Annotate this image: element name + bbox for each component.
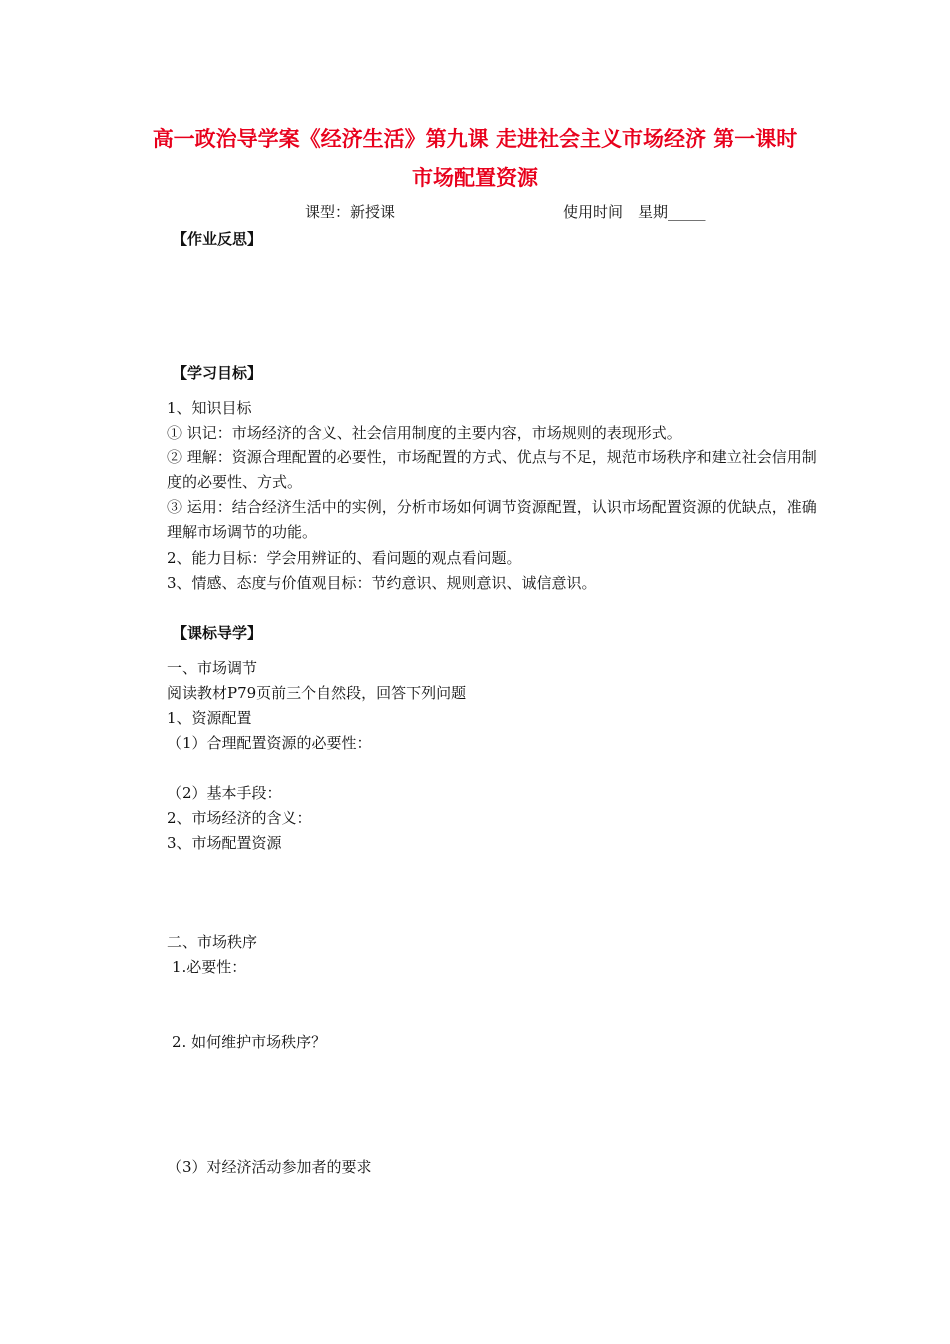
item2: 2、市场经济的含义： [167, 809, 312, 827]
item1: 1、资源配置 [167, 709, 252, 727]
document-title: 高一政治导学案《经济生活》第九课 走进社会主义市场经济 第一课时 市场配置资源 [152, 127, 798, 190]
course-type: 课型：新授课 [305, 203, 396, 221]
part2-item3: （3）对经济活动参加者的要求 [167, 1158, 372, 1176]
learning-goals-heading: 【学习目标】 [172, 364, 263, 382]
goal-memorize: ① 识记：市场经济的含义、社会信用制度的主要内容，市场规则的表现形式。 [167, 424, 682, 442]
part2-title: 二、市场秩序 [167, 933, 258, 951]
item1-sub2: （2）基本手段： [167, 784, 282, 802]
knowledge-goal: 1、知识目标 [167, 399, 252, 417]
goal-understand: ② 理解：资源合理配置的必要性，市场配置的方式、优点与不足，规范市场秩序和建立社会信用制度的必要性、方式。 [167, 448, 817, 491]
homework-reflection-heading: 【作业反思】 [172, 230, 263, 248]
usage-time: 使用时间 星期_____ [563, 203, 706, 221]
part2-item1: 1.必要性： [172, 958, 247, 976]
part1-instruction: 阅读教材P79页前三个自然段，回答下列问题 [167, 684, 467, 702]
item3: 3、市场配置资源 [167, 834, 282, 852]
emotion-goal: 3、情感、态度与价值观目标：节约意识、规则意识、诚信意识。 [167, 574, 597, 592]
part2-item2: 2. 如何维护市场秩序？ [172, 1033, 327, 1051]
part1-title: 一、市场调节 [167, 659, 258, 677]
guided-study-heading: 【课标导学】 [172, 624, 263, 642]
ability-goal: 2、能力目标：学会用辨证的、看问题的观点看问题。 [167, 549, 522, 567]
item1-sub1: （1）合理配置资源的必要性： [167, 734, 372, 752]
goal-apply: ③ 运用：结合经济生活中的实例，分析市场如何调节资源配置，认识市场配置资源的优缺点，准确理解市场调节的功能。 [167, 498, 817, 541]
